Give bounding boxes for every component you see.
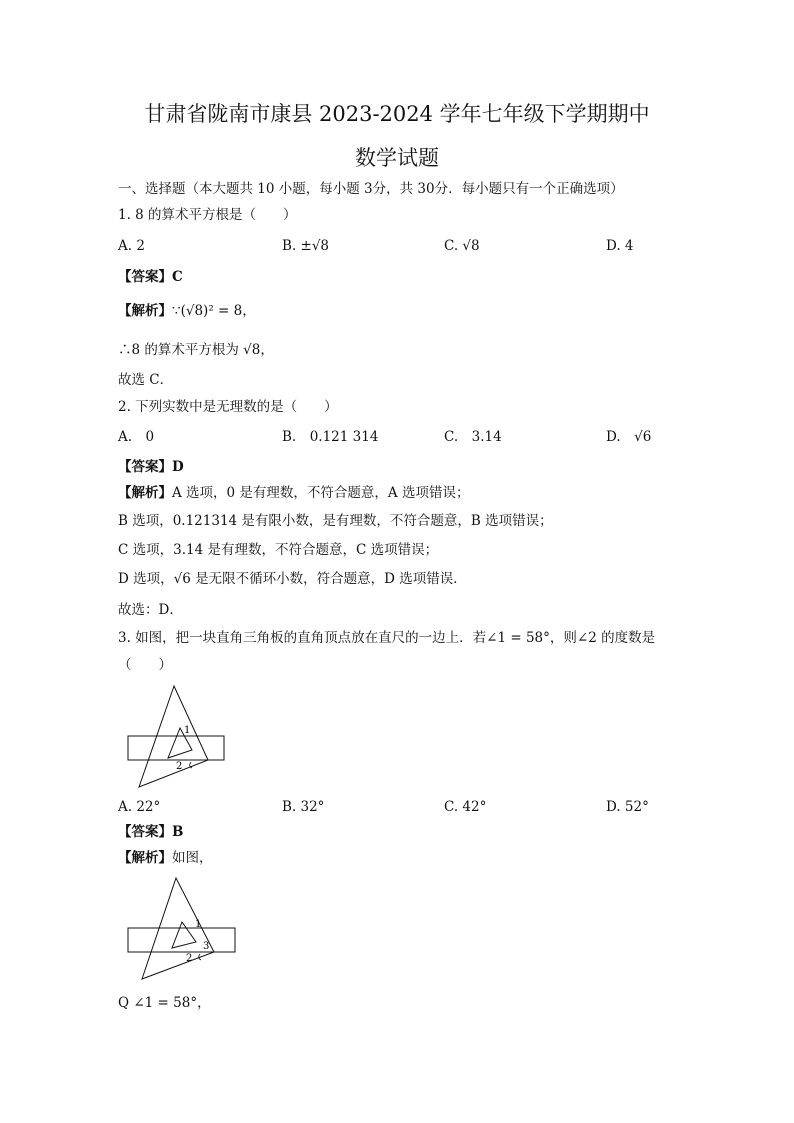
- ruler-shape: [128, 928, 235, 952]
- q3-analysis-row: [118, 849, 213, 867]
- angle-2-label: 2: [176, 761, 183, 772]
- q3-analysis-label: 【解析】: [118, 850, 172, 866]
- q2-analysis-label: 【解析】: [118, 485, 172, 501]
- ruler-shape: [128, 736, 224, 760]
- q2-analysis-2: B 选项，0.121314 是有限小数，是有理数，不符合题意，B 选项错误；: [118, 513, 553, 529]
- q2-answer: 【答案】D: [118, 459, 184, 475]
- q1-analysis-1: ∵(√8)² = 8，: [172, 303, 256, 319]
- q1-stem: 1. 8 的算术平方根是（ ）: [118, 207, 297, 223]
- q2-conclusion: 故选：D．: [118, 602, 183, 618]
- q2-stem: 2. 下列实数中是无理数的是（ ）: [118, 399, 338, 415]
- q1-analysis-label: 【解析】: [118, 303, 172, 319]
- q3-option-d: D. 52°: [606, 799, 649, 815]
- q2-option-c: C. 3.14: [444, 429, 502, 445]
- angle-1-label: 1: [184, 725, 191, 736]
- q1-analysis-row: [118, 302, 256, 320]
- q3-option-b: B. 32°: [282, 799, 325, 815]
- q1-option-a: A. 2: [118, 238, 145, 254]
- q3-option-a: A. 22°: [118, 799, 161, 815]
- q1-conclusion: 故选 C．: [118, 372, 174, 388]
- q3-figure: [118, 680, 238, 795]
- q1-answer: 【答案】C: [118, 269, 183, 285]
- section-heading: 一、选择题（本大题共 10 小题，每小题 3分，共 30分．每小题只有一个正确选项）: [118, 181, 624, 197]
- q1-option-b: B. ±√8: [282, 238, 330, 254]
- document-title: 甘肃省陇南市康县 2023-2024 学年七年级下学期期中: [144, 102, 650, 126]
- angle-1-label: 1: [195, 919, 202, 930]
- q3-analysis-1: 如图，: [172, 850, 213, 866]
- q2-option-b: B. 0.121 314: [282, 429, 379, 445]
- angle-2-label: 2: [186, 953, 193, 964]
- q1-analysis-2: ∴8 的算术平方根为 √8，: [118, 342, 274, 358]
- q3-analysis-2: Q ∠1 = 58°，: [118, 995, 211, 1011]
- q3-stem-cont: （ ）: [118, 657, 172, 673]
- q3-analysis-figure: [118, 872, 243, 987]
- q2-analysis-3: C 选项，3.14 是有理数，不符合题意，C 选项错误；: [118, 542, 439, 558]
- q3-option-c: C. 42°: [444, 799, 487, 815]
- q2-analysis-1: A 选项，0 是有理数，不符合题意，A 选项错误；: [172, 485, 470, 501]
- triangle-inner-shape: [172, 922, 196, 948]
- document-subtitle: 数学试题: [355, 146, 439, 170]
- angle-3-label: 3: [203, 941, 210, 952]
- q2-option-a: A. 0: [118, 429, 155, 445]
- q2-analysis-4: D 选项，√6 是无限不循环小数，符合题意，D 选项错误．: [118, 571, 467, 587]
- q1-option-d: D. 4: [606, 238, 634, 254]
- q1-option-c: C. √8: [444, 238, 480, 254]
- q2-option-d: D. √6: [606, 429, 652, 445]
- q3-stem: 3. 如图，把一块直角三角板的直角顶点放在直尺的一边上．若∠1 = 58°，则∠2 的度数是: [118, 630, 656, 646]
- q2-analysis-row: [118, 484, 469, 502]
- q3-answer: 【答案】B: [118, 824, 184, 840]
